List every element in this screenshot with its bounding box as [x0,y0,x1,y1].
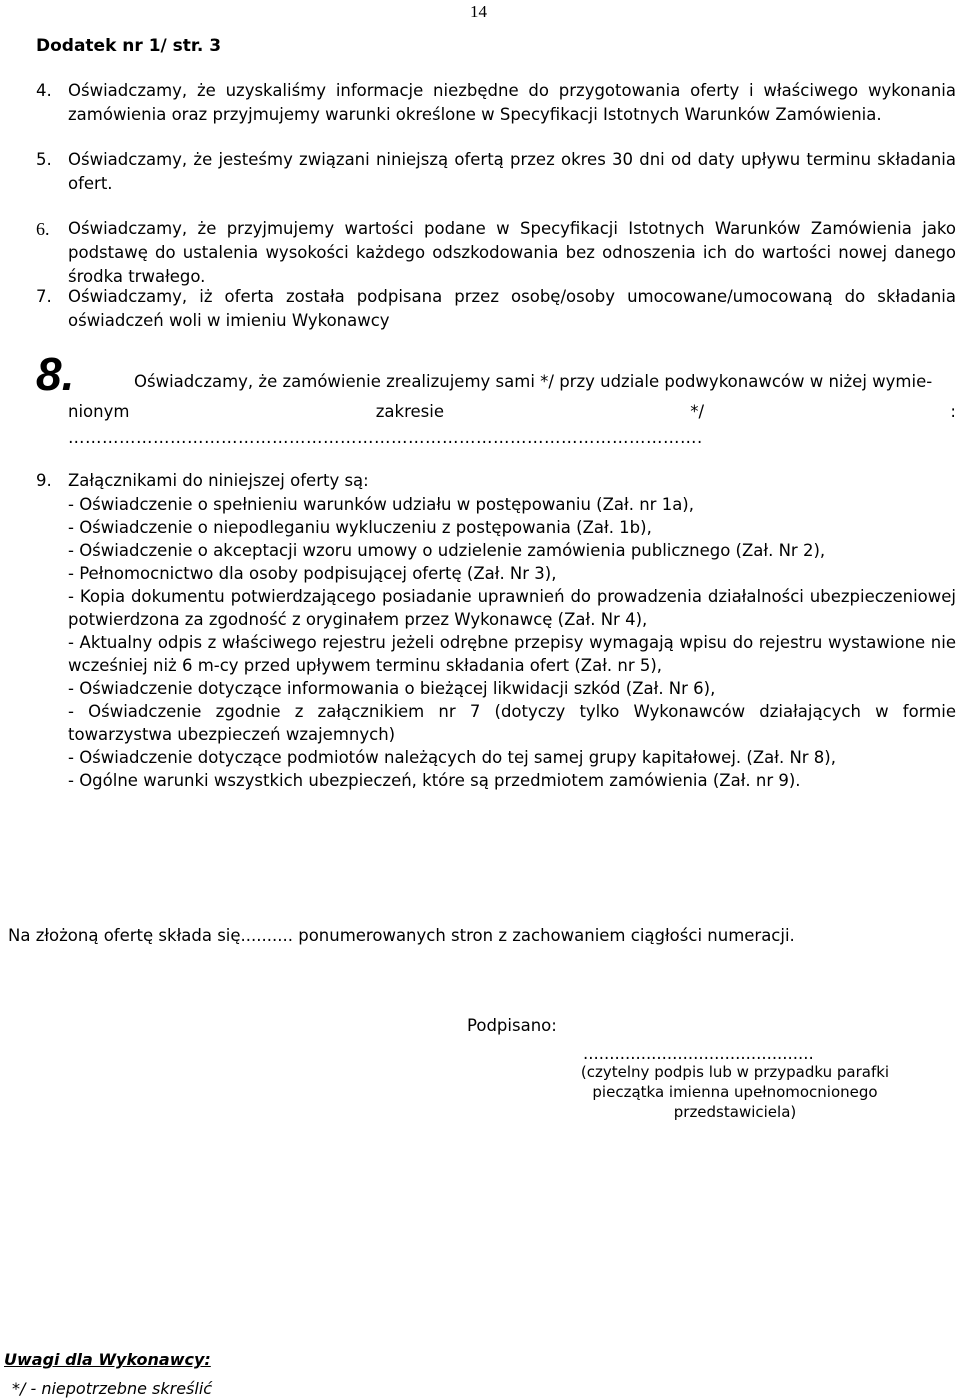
item-8-number: 8. [36,348,75,400]
item-number: 7. [36,287,52,306]
statement-6 [36,217,956,289]
statement-5 [36,148,956,196]
attachment-item: - Oświadczenie zgodnie z załącznikiem nr 7 (dotyczy tylko Wykonawców działających w formie towarzystwa ubezpieczeń wzajemnych) [68,702,956,744]
item-8-word: */ [690,402,705,421]
attachment-item: - Oświadczenie o spełnieniu warunków udziału w postępowaniu (Zał. nr 1a), [68,495,694,514]
item-8-word: zakresie [375,402,444,421]
item-8-word: : [950,402,956,421]
statement-4 [36,79,956,127]
attachments-list [68,493,956,792]
attachment-item: - Aktualny odpis z właściwego rejestru jeżeli odrębne przepisy wymagają wpisu do rejestru wystawione nie wcześniej niż 6 m-cy przed upływem terminu składania ofert (Zał. nr 5), [68,633,956,675]
item-number: 6. [36,219,50,239]
attachment-item: - Oświadczenie o niepodleganiu wykluczeniu z postępowania (Zał. 1b), [68,518,652,537]
statement-7 [36,285,956,333]
item-text: Oświadczamy, że przyjmujemy wartości podane w Specyfikacji Istotnych Warunków Zamówienia jako podstawę do ustalenia wysokości każdego odszkodowania bez odnoszenia ich do wartości nowej danego środka trwałego. [68,219,956,286]
item-8-fill-line: …………………………………………………………………………………………………. [68,428,703,447]
item-text: Oświadczamy, że jesteśmy związani niniejszą ofertą przez okres 30 dni od daty upływu terminu składania ofert. [68,150,956,193]
item-number: 5. [36,150,52,169]
attachment-item: - Pełnomocnictwo dla osoby podpisującej ofertę (Zał. Nr 3), [68,564,557,583]
signature-label: Podpisano: [467,1016,557,1035]
item-number: 4. [36,81,52,100]
item-text: Oświadczamy, iż oferta została podpisana przez osobę/osoby umocowane/umocowaną do składania oświadczeń woli w imieniu Wykonawcy [68,287,956,330]
item-8-word: nionym [68,402,130,421]
page-number: 14 [470,2,487,21]
attachment-item: - Ogólne warunki wszystkich ubezpieczeń, które są przedmiotem zamówienia (Zał. nr 9). [68,771,801,790]
item-8-line-2 [68,402,956,421]
attachment-item: - Oświadczenie dotyczące informowania o bieżącej likwidacji szkód (Zał. Nr 6), [68,679,716,698]
item-9-number: 9. [36,471,52,490]
signature-line: ............................................ [583,1044,814,1063]
attachment-item: - Oświadczenie dotyczące podmiotów należących do tej samej grupy kapitałowej. (Zał. Nr 8), [68,748,836,767]
remarks-title: Uwagi dla Wykonawcy: [4,1350,211,1369]
item-text: Oświadczamy, że uzyskaliśmy informacje niezbędne do przygotowania oferty i właściwego wykonania zamówienia oraz przyjmujemy warunki określone w Specyfikacji Istotnych Warunków Zamówienia. [68,81,956,124]
signature-caption: (czytelny podpis lub w przypadku parafki pieczątka imienna upełnomocnionego przedstawiciela) [580,1063,890,1121]
pages-statement: Na złożoną ofertę składa się.......... ponumerowanych stron z zachowaniem ciągłości numeracji. [8,926,795,945]
remarks-note: */ - niepotrzebne skreślić [12,1379,213,1398]
page-header: Dodatek nr 1/ str. 3 [36,36,222,56]
item-8-line-1: Oświadczamy, że zamówienie zrealizujemy sami */ przy udziale podwykonawców w niżej wymie- [134,372,933,391]
attachments-title: Załącznikami do niniejszej oferty są: [68,471,369,490]
attachment-item: - Kopia dokumentu potwierdzającego posiadanie uprawnień do prowadzenia działalności ubezpieczeniowej potwierdzona za zgodność z oryginałem przez Wykonawcę (Zał. Nr 4), [68,587,956,629]
attachment-item: - Oświadczenie o akceptacji wzoru umowy o udzielenie zamówienia publicznego (Zał. Nr 2), [68,541,826,560]
